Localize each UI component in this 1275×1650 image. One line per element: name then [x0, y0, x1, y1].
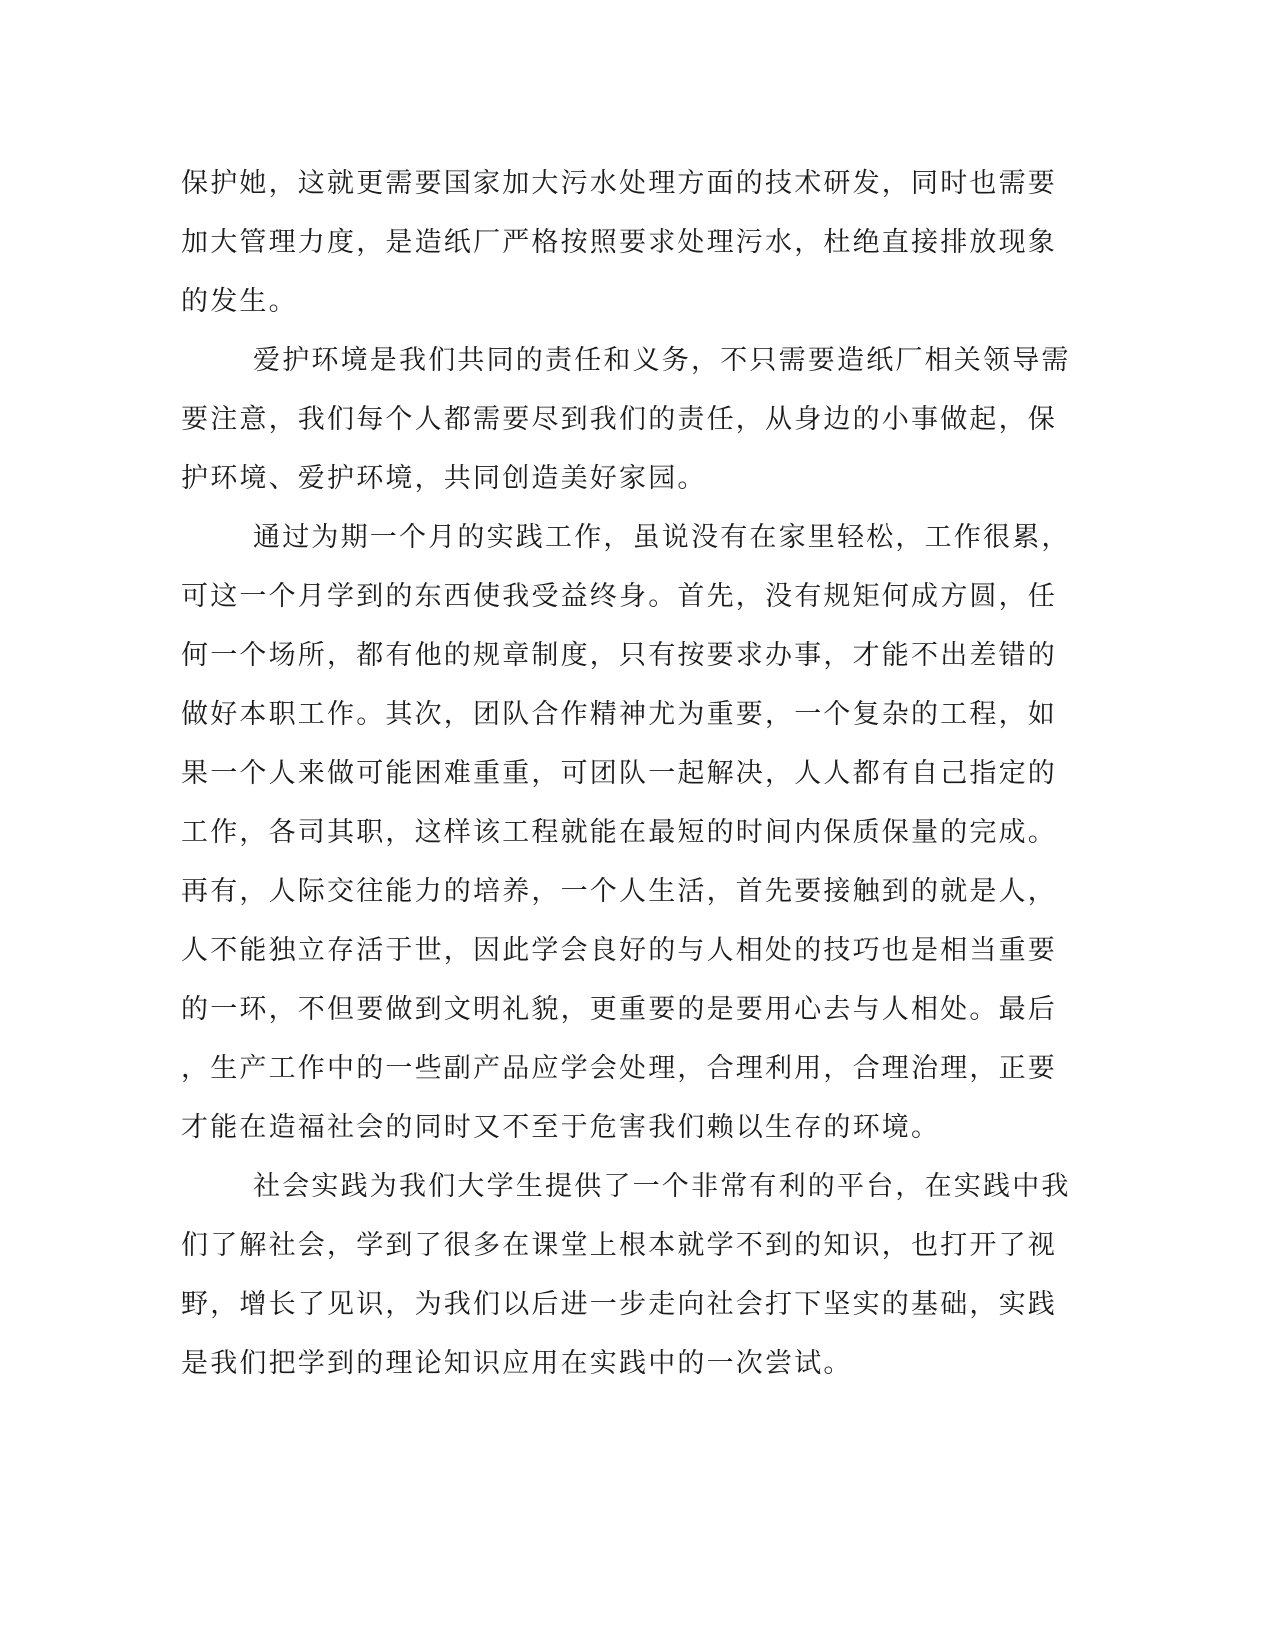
- text-line: 是我们把学到的理论知识应用在实践中的一次尝试。: [181, 1348, 853, 1379]
- text-line: 野，增长了见识，为我们以后进一步走向社会打下坚实的基础，实践: [181, 1289, 1057, 1320]
- text-line: ，生产工作中的一些副产品应学会处理，合理利用，合理治理，正要: [181, 1053, 1057, 1084]
- paragraph-first-line: 社会实践为我们大学生提供了一个非常有利的平台，在实践中我: [253, 1171, 1071, 1202]
- text-line: 才能在造福社会的同时又不至于危害我们赖以生存的环境。: [181, 1112, 941, 1143]
- text-line: 的一环，不但要做到文明礼貌，更重要的是要用心去与人相处。最后: [181, 994, 1057, 1025]
- text-line: 要注意，我们每个人都需要尽到我们的责任，从身边的小事做起，保: [181, 404, 1057, 435]
- text-line: 护环境、爱护环境，共同创造美好家园。: [181, 463, 707, 494]
- text-line: 可这一个月学到的东西使我受益终身。首先，没有规矩何成方圆，任: [181, 581, 1057, 612]
- text-line: 再有，人际交往能力的培养，一个人生活，首先要接触到的就是人，: [181, 876, 1057, 907]
- text-line: 何一个场所，都有他的规章制度，只有按要求办事，才能不出差错的: [181, 640, 1057, 671]
- text-line: 的发生。: [181, 286, 298, 317]
- text-line: 工作，各司其职，这样该工程就能在最短的时间内保质保量的完成。: [181, 817, 1057, 848]
- text-line: 保护她，这就更需要国家加大污水处理方面的技术研发，同时也需要: [181, 168, 1057, 199]
- text-line: 做好本职工作。其次，团队合作精神尤为重要，一个复杂的工程，如: [181, 699, 1057, 730]
- paragraph-first-line: 爱护环境是我们共同的责任和义务，不只需要造纸厂相关领导需: [253, 345, 1071, 376]
- text-line: 人不能独立存活于世，因此学会良好的与人相处的技巧也是相当重要: [181, 935, 1057, 966]
- paragraph-first-line: 通过为期一个月的实践工作，虽说没有在家里轻松，工作很累，: [253, 522, 1071, 553]
- text-line: 们了解社会，学到了很多在课堂上根本就学不到的知识，也打开了视: [181, 1230, 1057, 1261]
- text-line: 加大管理力度，是造纸厂严格按照要求处理污水，杜绝直接排放现象: [181, 227, 1057, 258]
- body-text: [181, 154, 1071, 1393]
- text-line: 果一个人来做可能困难重重，可团队一起解决，人人都有自己指定的: [181, 758, 1057, 789]
